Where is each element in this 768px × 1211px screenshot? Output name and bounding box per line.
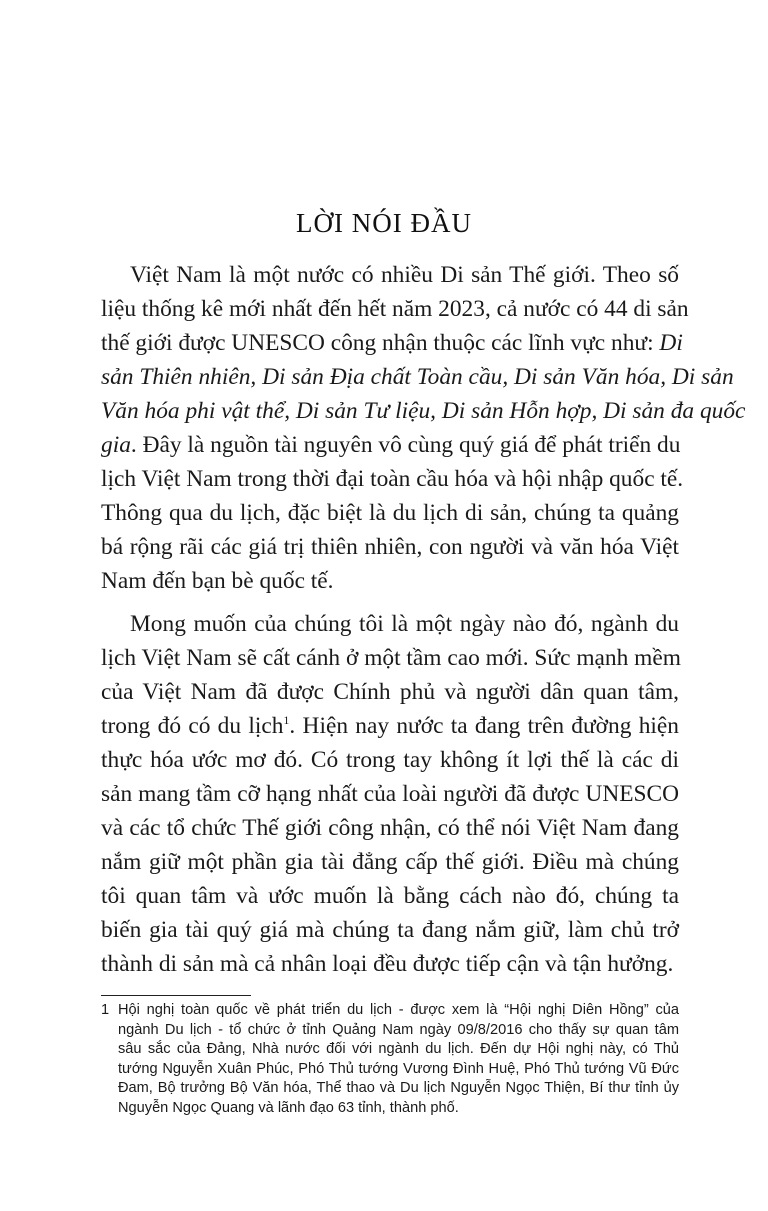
text-line: Mong muốn của chúng tôi là một ngày nào đó, ngành du <box>130 611 679 637</box>
text-line: tôi quan tâm và ước muốn là bằng cách nào đó, chúng ta <box>101 883 679 909</box>
text-line: thực hóa ước mơ đó. Có trong tay không ít lợi thế là các di <box>101 747 679 773</box>
text-fragment: . Đây là nguồn tài nguyên vô cùng quý giá để phát triển du <box>130 432 681 458</box>
text-line: và các tổ chức Thế giới công nhận, có thể nói Việt Nam đang <box>101 815 679 841</box>
footnote-line: Đam, Bộ trưởng Bộ Văn hóa, Thể thao và Du lịch Nguyễn Ngọc Thiện, Bí thư tỉnh ủy <box>118 1080 679 1097</box>
text-fragment: Hội nghị toàn quốc về phát triển du lịch - được xem là “Hội nghị Diên Hồng” của <box>118 1002 679 1018</box>
text-line <box>101 326 683 360</box>
footnote-number: 1 <box>101 1002 110 1018</box>
text-line <box>101 428 679 462</box>
text-line: của Việt Nam đã được Chính phủ và người dân quan tâm, <box>101 679 679 705</box>
text-line: Nam đến bạn bè quốc tế. <box>101 568 334 594</box>
paragraph-spacer <box>101 598 679 607</box>
paragraph-2 <box>101 607 679 981</box>
footnote-line: ngành Du lịch - tổ chức ở tỉnh Quảng Nam ngày 09/8/2016 cho thấy sự quan tâm <box>118 1021 679 1038</box>
text-line: sản mang tầm cỡ hạng nhất của loài người đã được UNESCO <box>101 781 679 807</box>
page-title: LỜI NÓI ĐẦU <box>296 208 472 238</box>
text-line: thành di sản mà cả nhân loại đều được tiếp cận và tận hưởng. <box>101 951 674 977</box>
text-line: nắm giữ một phần gia tài đẳng cấp thế giới. Điều mà chúng <box>101 849 679 875</box>
text-fragment: thế giới được UNESCO công nhận thuộc các lĩnh vực như: <box>101 330 660 356</box>
text-line: biến gia tài quý giá mà chúng ta đang nắm giữ, làm chủ trở <box>101 917 679 943</box>
text-line: liệu thống kê mới nhất đến hết năm 2023, cả nước có 44 di sản <box>101 296 689 322</box>
italic-fragment: Di <box>659 330 683 356</box>
text-fragment: trong đó có du lịch <box>101 713 284 739</box>
footnote-line: Nguyễn Ngọc Quang và lãnh đạo 63 tỉnh, thành phố. <box>118 1099 459 1116</box>
text-line <box>101 360 734 394</box>
footnote-line <box>101 1001 679 1021</box>
italic-fragment: gia <box>101 432 131 458</box>
footnote-line: sâu sắc của Đảng, Nhà nước đối với ngành du lịch. Đến dự Hội nghị này, có Thủ <box>118 1041 679 1058</box>
text-line: bá rộng rãi các giá trị thiên nhiên, con người và văn hóa Việt <box>101 534 679 560</box>
text-line: Việt Nam là một nước có nhiều Di sản Thế giới. Theo số <box>130 262 679 288</box>
text-fragment: . Hiện nay nước ta đang trên đường hiện <box>289 713 679 739</box>
text-line: lịch Việt Nam trong thời đại toàn cầu hóa và hội nhập quốc tế. <box>101 466 684 492</box>
footnote <box>101 1001 679 1119</box>
text-line <box>101 394 746 428</box>
footnote-line: tướng Nguyễn Xuân Phúc, Phó Thủ tướng Vương Đình Huệ, Phó Thủ tướng Vũ Đức <box>118 1060 679 1077</box>
text-line: lịch Việt Nam sẽ cất cánh ở một tầm cao mới. Sức mạnh mềm <box>101 645 681 671</box>
paragraph-1 <box>101 258 746 598</box>
italic-fragment: sản Thiên nhiên, Di sản Địa chất Toàn cầu, Di sản Văn hóa, Di sản <box>101 364 734 390</box>
body-text <box>101 258 746 981</box>
footnote-divider <box>101 995 251 996</box>
italic-fragment: Văn hóa phi vật thể, Di sản Tư liệu, Di sản Hỗn hợp, Di sản đa quốc <box>101 398 746 424</box>
text-line: Thông qua du lịch, đặc biệt là du lịch di sản, chúng ta quảng <box>101 500 679 526</box>
footnote-reference[interactable]: 1 <box>283 713 290 727</box>
text-line <box>101 709 679 743</box>
